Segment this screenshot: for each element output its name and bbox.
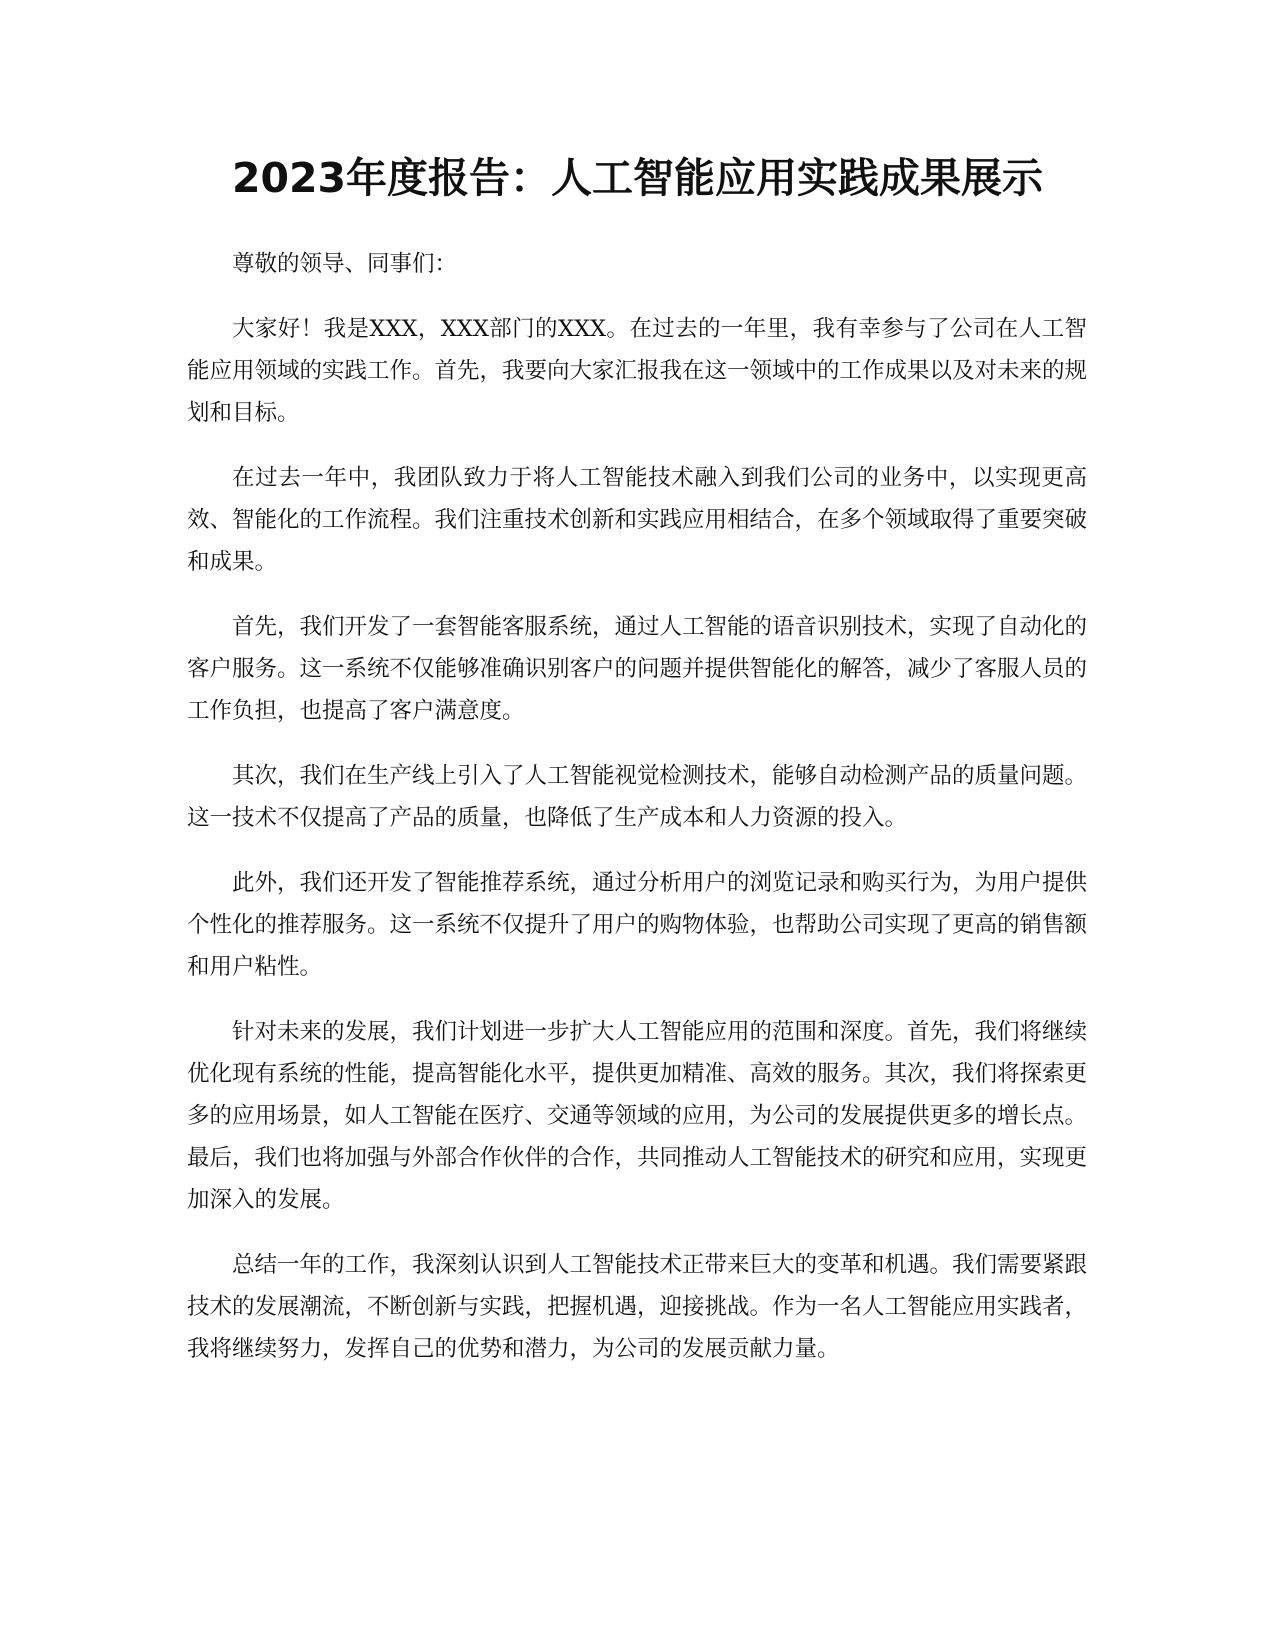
document-title: 2023年度报告：人工智能应用实践成果展示 [231, 154, 1044, 202]
document-body [187, 243, 1087, 1393]
paragraph-conclusion: 总结一年的工作，我深刻认识到人工智能技术正带来巨大的变革和机遇。我们需要紧跟技术的发展潮流，不断创新与实践，把握机遇，迎接挑战。作为一名人工智能应用实践者，我将继续努力，发挥自己的优势和潜力，为公司的发展贡献力量。 [187, 1252, 1088, 1362]
paragraph-future-plans: 针对未来的发展，我们计划进一步扩大人工智能应用的范围和深度。首先，我们将继续优化现有系统的性能，提高智能化水平，提供更加精准、高效的服务。其次，我们将探索更多的应用场景，如人工智能在医疗、交通等领域的应用，为公司的发展提供更多的增长点。最后，我们也将加强与外部合作伙伴的合作，共同推动人工智能技术的研究和应用，实现更加深入的发展。 [187, 1019, 1088, 1213]
paragraph-introduction: 大家好！我是XXX，XXX部门的XXX。在过去的一年里，我有幸参与了公司在人工智能应用领域的实践工作。首先，我要向大家汇报我在这一领域中的工作成果以及对未来的规划和目标。 [187, 316, 1088, 426]
paragraph-visual-inspection: 其次，我们在生产线上引入了人工智能视觉检测技术，能够自动检测产品的质量问题。这一技术不仅提高了产品的质量，也降低了生产成本和人力资源的投入。 [187, 763, 1088, 831]
paragraph-salutation: 尊敬的领导、同事们： [232, 251, 458, 277]
paragraph-team-overview: 在过去一年中，我团队致力于将人工智能技术融入到我们公司的业务中，以实现更高效、智能化的工作流程。我们注重技术创新和实践应用相结合，在多个领域取得了重要突破和成果。 [187, 465, 1088, 575]
paragraph-recommendation: 此外，我们还开发了智能推荐系统，通过分析用户的浏览记录和购买行为，为用户提供个性化的推荐服务。这一系统不仅提升了用户的购物体验，也帮助公司实现了更高的销售额和用户粘性。 [187, 870, 1088, 980]
paragraph-customer-service: 首先，我们开发了一套智能客服系统，通过人工智能的语音识别技术，实现了自动化的客户服务。这一系统不仅能够准确识别客户的问题并提供智能化的解答，减少了客服人员的工作负担，也提高了客户满意度。 [187, 614, 1088, 724]
